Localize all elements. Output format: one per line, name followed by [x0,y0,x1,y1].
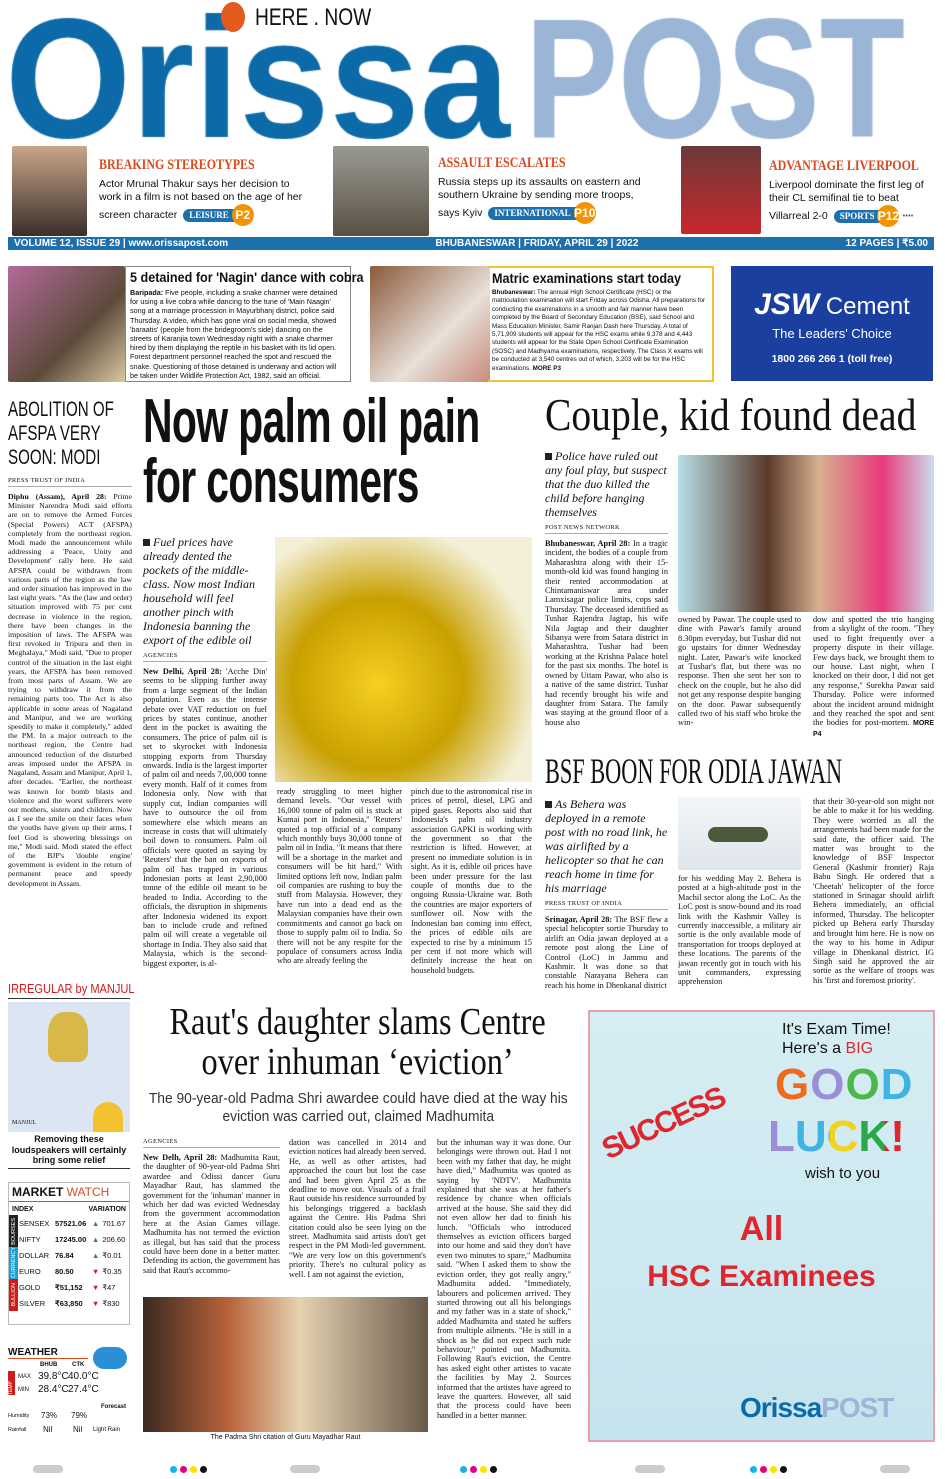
more-link[interactable]: MORE P3 [532,364,561,372]
jsw-phone: 1800 266 266 1 (toll free) [771,353,893,365]
volume-info: VOLUME 12, ISSUE 29 | www.orissapost.com [14,238,229,249]
cartoon-title: IRREGULAR by MANJUL [8,980,130,999]
cartoon-image [8,1002,130,1132]
cmyk-dot [200,1466,207,1473]
raut-body-col3: but the inhuman way it was done. Our belongings were thrown out. Had I not been with my father that day, he might have died," Madhumita was quoted as saying by 'NDTV'. Madhumita explained that she was at her father's residence by chance when officials arrived at the house. She said they did not even allow her dad to finish his lunch. "Officials who introduced themselves as eviction officers barged into our home and said they don't have even two minutes to spare," Madhumita said. "When I asked them to show the eviction order, they got really angry," Madhumita added. "Immediately, labourers and policemen arrived. They started throwing out all his belongings and my father was in a state of shock," added Madhumita and stated he suffers from multiple ailments. "He is still in a shock as he did not expect such rude behaviour," pointed out Madhumita. Following Raut's eviction, the Centre has asked eight other artistes to vacate the facilities by May 2. Sources informed that the artistes have agreed to leave the quarters. However, all said that the process could have been handled in a better manner. [437,1138,571,1420]
arrow-down-icon: ▼ [91,1266,100,1276]
afspa-body: Diphu (Assam), April 28: Prime Minister Narendra Modi said efforts are on to remove the Armed Forces (Special Powers) ACT (AFSPA) completely from the northeast region. Modi made the announcement while addressing a 'Peace, Unity and Development' rally here. He said AFSPA could be withdrawn from various parts of the region as the law and order situation has improved in the last eight years. "As the (law and order) situation improved with 75 per cent decrease in violence in the region, there have been changes in the imposition of laws. The AFSPA was first revoked in Tripura and then in Meghalaya," Modi said. "Due to proper control of the situation in the last eight years, the AFSPA has been removed from most parts of Assam. We are trying to withdraw it from the remaining parts too. The Act is also applicable in some areas of Nagaland and Manipur, and we are working speedily to make it completely," added the PM. In a major outreach to the northeast region, the Centre had announced reduction of the disturbed areas imposed under the AFSPA in Nagaland, Assam and Manipur, April 1, after decades. "Earlier, the northeast was known for bomb blasts and violence and the worst sufferers were our mothers, sisters and children. Now as I see the smile on their faces when the youths have given up their arms, I feel God is showering blessings on me," Modi said. Modi stated the effect of the BJP's 'double engine' government is evident in the return of permanent peace and speedy development in Assam. [8,492,132,888]
market-watch: MARKET WATCH INDEX VARIATION BOURSES CURRENCY BULLION SENSEX 57521.06 ▲ 701.67 NIFTY 17245.00 ▲ 206.60 DOLLAR 76.84 ▲ ₹0.01 EURO 80.50 ▼ ₹0.35 GOLD ₹51,152 ▼ ₹47 SILVER ₹63,850 ▼ ₹830 [8,1182,130,1325]
teaser-text: Actor Mrunal Thakur says her decision to work in a film is not based on the age of her screen character [99,178,303,221]
page-badge: P10 [574,202,596,224]
brief-dateline: Baripada: [130,288,164,297]
brief-cobra[interactable] [125,266,364,382]
palm-body-col1: New Delhi, April 28: 'Acche Din' seems to be slipping further away from a large segment of the Indian population. Even as the intense debate over VAT reduction on fuel prices by states continue, another dent in the pocket is awaiting the consumers. The price of palm oil is set to skyrocket with Indonesia stopping exports from Thursday onwards. India is the largest importer of palm oil and needs 7,00,000 tonne every month. Half of it comes from Indonesia only. Now with that supply cut, Indian companies will have to outsource the oil from somewhere else which means an increase in costs that will ultimately boil down to consumers. Palm oil officials were quoted as saying by 'Reuters' that the ban on exports of palm oil has trapped in various Indonesian ports at least 2,90,000 tonne of the edible oil meant to be headed to India. According to the officials, the disruption in shipments after Indonesia widened its export ban to include crude and refined palm oil will create a vegetable oil shortage in India. They also said that Malaysia, which is the second-biggest exporter, is al- [143,667,267,968]
index-change: ₹830 [102,1298,120,1308]
raut-headline: Raut's daughter slams Centre over inhuman ‘eviction’ [169,1001,546,1083]
arrow-down-icon: ▼ [91,1282,100,1292]
teaser-international[interactable] [438,155,653,224]
market-row [18,1247,129,1263]
brief-photo-exam [370,266,490,382]
section-label: LEISURE [183,209,235,222]
teaser-text: Liverpool dominate the first leg of their CL semifinal tie to beat Villarreal 2-0 [769,179,924,222]
brief-title: Matric examinations start today [492,270,682,286]
group-label-bullion: BULLION [9,1279,18,1311]
registration-mark [635,1465,665,1473]
raut-body-col1: New Delh, April 28: Madhumita Raut, the daughter of 90-year-old Padma Shri awardee and Odissi dancer Guru Mayadhar Raut, has slammed the government for the 'inhuman' manner in which her dad was evicted Wednesday from the government accommodation here at the Asian Games village. Madhumita has not termed the eviction as illegal, but has said that the process could have been done in a better matter. Defending its action, the government has said that Raut's accommo- [143,1153,280,1275]
index-value: 17245.00 [54,1234,87,1244]
teaser-sports[interactable] [769,158,934,227]
market-row [18,1231,129,1247]
couple-story-col1 [545,449,668,741]
teaser-photo-actor [12,146,87,236]
masthead-logo [0,0,945,140]
palm-body-col3: pinch due to the astronomical rise in prices of petrol, diesel, LPG and piped gases. Reports also said that Indonesia's palm oil industry association GAPKI is working with the government so that the restriction is lifted. However, at present no immediate solution is in sight. As it is, edible oil prices have been under pressure for the last couple of months due to the ongoing Russia-Ukraine war. Both the countries are major exporters of sunflower oil. Now with the Indonesian ban coming into effect, the prices of edible oils are expected to rise by a minimum 15 per cent if not more which will definitely increase the heat on household budgets. [411,787,532,975]
place-date: BHUBANESWAR | FRIDAY, APRIL 29 | 2022 [435,238,639,249]
couple-byline: POST NEWS NETWORK [545,524,668,534]
brief-photo-cobra [8,266,125,382]
bsf-byline: PRESS TRUST OF INDIA [545,900,668,910]
cmyk-dot [480,1466,487,1473]
teaser-tag-sports[interactable] [834,205,900,227]
dateline-strip [8,237,934,250]
teaser-text: Russia steps up its assaults on eastern and southern Ukraine by sending more troops, says Kyiv [438,176,641,219]
bsf-body-col1: Srinagar, April 28: The BSF flew a special helicopter sortie Thursday to airlift an Odia jawan deployed at a remote post along the Line of Control (LoC) in Jammu and Kashmir. It was done so that constable Narayana Behera can reach his home in Dhenkanal district [545,915,668,990]
raut-story-col1 [143,1138,280,1293]
afspa-byline: PRESS TRUST OF INDIA [8,477,132,487]
registration-mark [33,1465,63,1473]
pages-price: 12 PAGES | ₹5.00 [845,238,928,249]
palm-byline: AGENCIES [143,652,267,662]
teaser-tag-international[interactable] [488,202,595,224]
brief-text: Five people, including a snake charmer were detained for using a live cobra while dancing to the tune of 'Main Naagin' song at a marriage procession in Mayurbhanj district, police said Thursday. A video, which has gone viral on social media, showed 'baraatis' (people from the bridegroom's side) dancing on the streets of Karanjia town Wednesday night with a snake charmer hired by them displaying the reptile in his basket with its lid open. Forest department personnel reached the spot and rescued the snake. Questioning of those detained is underway and action will be taken under Wildlife Protection Act, 1982, said an official. [130,288,338,380]
index-name: EURO [19,1266,41,1276]
cmyk-dot [170,1466,177,1473]
cartoon-caption: Removing these loudspeakers will certainly bring some relief [8,1134,130,1169]
index-value: ₹51,152 [54,1282,83,1292]
teaser-photo-ukraine [333,146,429,236]
bsf-story-col1 [545,797,668,991]
arrow-up-icon: ▲ [91,1234,100,1244]
group-label-currency: CURRENCY [10,1247,17,1279]
bsf-headline: BSF BOON FOR ODIA JAWAN [545,751,843,791]
couple-headline: Couple, kid found dead [545,389,917,440]
raut-photo [143,1297,428,1432]
success-graphic: SUCCESS [596,1080,730,1167]
index-value: ₹63,850 [54,1298,83,1308]
good-text: GOOD [775,1060,914,1109]
bsf-body-col3: that their 30-year-old son might not be able to make it for his wedding. They were worried as all the arrangements had been made for the said date, the officer said. The matter was brought to the knowledge of BSF Inspector General (Kashmir frontier) Raja Babu Singh. He ordered that a 'Cheetah' helicopter of the force stationed in Srinagar should airlift Behera immediately, an official informed, Thursday. The helicopter picked up Behera early Thursday and brought him here. He is now on the way to his home in Adipur village in Dhenkanal district. IG Singh said he approved the air sortie as the welfare of troops was his 'first and foremost priority'. [813,797,934,985]
teaser-title: BREAKING STEREOTYPES [99,157,255,173]
index-change: ₹0.35 [102,1266,122,1276]
couple-body-col2: owned by Pawar. The couple used to dine with Pawar's family around 8.30pm everyday, but Tushar did not go upstairs for dinner Wednesday night. Later, Pawar's wife knocked at Tushar's flat, but there was no response. Then she sent her son to check on the couple, but he also did not get any response despite banging on the door. Pawar subsequently called two of his staff who broke the win- [678,615,801,728]
palm-story-col1 [143,535,267,990]
rain-cloud-icon [93,1347,127,1369]
page-badge: P12 [877,205,899,227]
index-name: NIFTY [19,1234,41,1244]
masthead-dot-icon [221,2,245,32]
lead-headline: Now palm oil pain for consumers [143,387,480,516]
teaser-photo-liverpool [681,146,761,234]
couple-photo [678,455,934,612]
weather-title: WEATHER [8,1347,88,1359]
cmyk-dot [760,1466,767,1473]
couple-intro: Police have ruled out any foul play, but suspect that the duo killed the child before hanging themselves [545,449,667,519]
brief-text: The annual High School Certificate (HSC) or the matriculation examination will start Friday across Odisha. All preparations for conducting the examinations in a smooth and fair manner have been completed by the Board of Secondary Education (BSE), said School and Mass Education Minister, Samir Ranjan Dash here Thursday. A total of 5,71,909 students will appear for the HSC exams while 9,378 and 4,443 students will appear for the State Open School Certificate Examination (SOSC) and Madhyama examinations, respectively. The Class X exams will be conducted at 3,540 centres out of which, 3,203 will be for the HSC examinations. [492,289,706,372]
index-name: SILVER [19,1298,46,1308]
masthead-tagline: HERE . NOW [255,4,372,31]
ad-all: All [739,1210,784,1248]
index-name: SENSEX [19,1218,50,1228]
cmyk-dot [770,1466,777,1473]
bsf-body-col2: for his wedding May 2. Behera is posted at a high-altitude post in the Machil sector along the LoC. As the LoC post is snow-bound and its road link with the Kashmir Valley is currently inaccessible, a military air sortie is the only available mode of transportation for troops deployed at these locations. The parents of the jawan recently got in touch with his unit commanders, expressing apprehension [678,874,801,987]
index-value: 80.50 [54,1266,74,1276]
teaser-tag-leisure[interactable] [183,204,254,226]
index-change: 701.67 [102,1218,126,1228]
cmyk-dot [780,1466,787,1473]
index-change: 206.60 [102,1234,126,1244]
market-row [18,1279,129,1295]
index-name: GOLD [19,1282,41,1292]
cmyk-dot [190,1466,197,1473]
arrow-up-icon: ▲ [91,1218,100,1228]
bsf-intro: As Behera was deployed in a remote post with no road link, he was airlifted by a helicopter so that he can reach home in time for his marriage [545,797,668,895]
weather-box: WEATHER BHUB CTK TEMP MAX 39.8°C 40.0°C MIN 28.4°C 27.4°C Forecast Humidity 73% 79% Rainfall Nil Nil Light Rain [8,1347,130,1439]
brief-dateline: Bhubaneswar: [492,289,536,296]
cmyk-dot [460,1466,467,1473]
cmyk-dot [470,1466,477,1473]
index-change: ₹0.01 [102,1250,122,1260]
teaser-title: ASSAULT ESCALATES [438,155,566,171]
cartoon-signature: MANJUL [12,1120,37,1126]
palm-intro: Fuel prices have already dented the pockets of the middle-class. Now most Indian household will feel another pinch with Indonesia banning the export of the edible oil [143,535,256,647]
teaser-title: ADVANTAGE LIVERPOOL [769,158,919,174]
raut-photo-caption: The Padma Shri citation of Guru Mayadhar Raut [210,1434,361,1441]
palm-oil-photo [275,537,532,782]
group-label-bourses: BOURSES [9,1215,18,1247]
afspa-headline: ABOLITION OF AFSPA VERY SOON: MODI [8,398,114,469]
index-value: 76.84 [54,1250,74,1260]
brief-matric[interactable] [488,266,714,382]
index-value: 57521.06 [54,1218,87,1228]
section-label: INTERNATIONAL [488,207,576,220]
arrow-up-icon: ▲ [91,1250,100,1260]
market-row [18,1263,129,1279]
market-row [18,1295,129,1311]
exam-ad[interactable]: It's Exam Time! Here's a BIG GOOD LUCK! wish to you SUCCESS All HSC Examinees OrissaPOST [588,1010,935,1442]
registration-mark [290,1465,320,1473]
cmyk-dot [180,1466,187,1473]
raut-byline: AGENCIES [143,1138,280,1148]
luck-text: LUCK! [768,1112,905,1161]
page-badge: P2 [232,204,254,226]
ad-logo: OrissaPOST [740,1392,894,1423]
raut-body-col2: dation was cancelled in 2014 and eviction notices had already been served. He, as well as other artistes, had approached the court but lost the case and had been given April 25 as the deadline to move out. Visuals of a frail Raut outside his residence surrounded by his belongings triggered a backlash against the Centre. His Padma Shri citation could also be seen lying on the street. Madhumita said artists don't get respect in the PM Modi-led government. "We are very low on this government's priority. There's no cultural policy as well. I am not against the eviction, [289,1138,426,1279]
arrow-down-icon: ▼ [91,1298,100,1308]
jsw-product: Cement [825,293,910,320]
palm-body-col2: ready struggling to meet higher demand levels. "Our vessel with 16,000 tonne of palm oil is stuck at Kumai port in Indonesia," 'Reuters' quoted a top official of a company which monthly buys 30,000 tonne of palm oil in India. "It means that there will be a shortage in the market and consumers will be hit hard." With limited options left now, Indian palm oil companies are rushing to buy the stuff from Malaysia. However, they have run into a dead end as the Malaysian companies have their own commitments and cannot go back on those to supply palm oil to India. So there will not be any respite for the populace of consumers across India who are already feeling the [277,787,402,966]
section-label: SPORTS [834,210,881,223]
jsw-ad[interactable] [731,266,933,381]
registration-mark [880,1465,910,1473]
cmyk-dot [750,1466,757,1473]
jsw-logo: JSW [754,288,820,321]
jsw-slogan: The Leaders' Choice [772,326,892,341]
couple-body-col1: Bhubaneswar, April 28: In a tragic incident, the bodies of a couple from Maharashtra along with their 15-month-old kid was found hanging in their rented accommodation at Chintamaniswar area under Lamxisagar police limits, cops said Thursday. The deceased identified as Tushar Rajendra Jagtap, his wife Nila Jagtap and their daughter Sibanya were from Satara district in Maharashtra. Tushar had been working at the Krishna Palace hotel for the past six months. The hotel is owned by Uttam Pawar, who also is a native of the same district. Tushar had recently brought his wife and daughter from Satara. The family was staying at the ground floor of a house also [545,539,668,727]
couple-body-col3: dow and spotted the trio hanging from a skylight of the room. "They used to fight frequently over a property dispute in their village. Few days back, we brought them to our house. Last night, when I knocked on their door, I did not get any response," Surekha Pawar said Thursday. Police were informed about the incident around midnight and they reached the spot and sent the bodies for post-mortem. MORE P4 [813,615,934,738]
index-name: DOLLAR [19,1250,50,1260]
ad-examinees: HSC Examinees [647,1260,876,1293]
index-change: ₹47 [102,1282,116,1292]
teaser-leisure[interactable] [99,157,314,226]
cmyk-dot [490,1466,497,1473]
afspa-story [8,398,132,965]
raut-subhead: The 90-year-old Padma Shri awardee could have died at the way his eviction was carried out, claimed Madhumita [148,1090,568,1125]
market-row [18,1215,129,1231]
helicopter-photo [678,797,801,870]
brief-title: 5 detained for 'Nagin' dance with cobra [130,269,364,285]
edition-stars: **** [902,213,914,221]
